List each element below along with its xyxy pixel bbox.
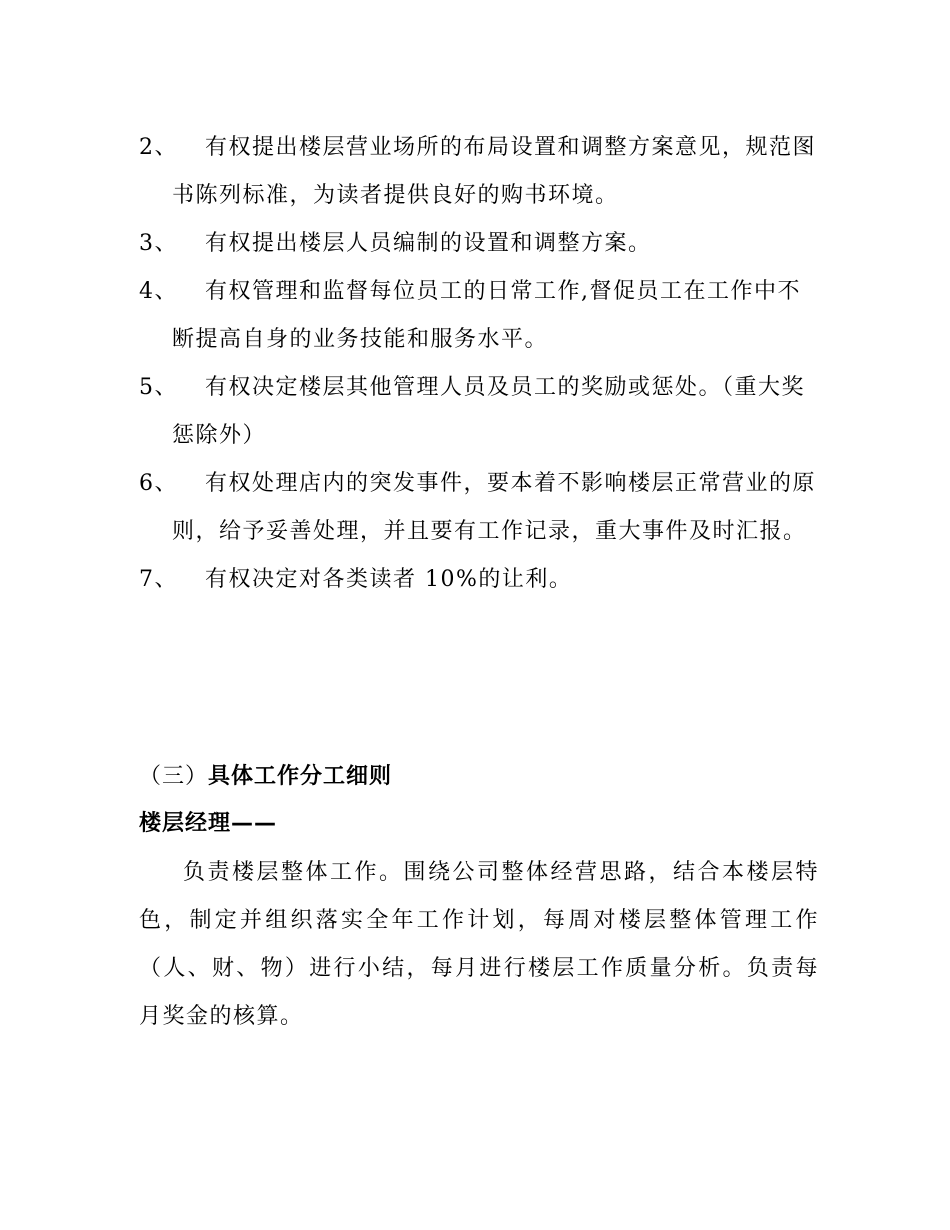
list-item	[139, 556, 819, 604]
list-item-text: 有权处理店内的突发事件，要本着不影响楼层正常营业的原则，给予妥善处理，并且要有工作记录，重大事件及时汇报。	[172, 471, 817, 544]
section-prefix: （三）	[139, 764, 209, 789]
list-item-text: 有权提出楼层营业场所的布局设置和调整方案意见，规范图书陈列标准，为读者提供良好的购书环境。	[172, 135, 817, 208]
list-item-number: 4、	[139, 279, 178, 304]
authority-list	[139, 124, 819, 604]
list-item-number: 3、	[139, 231, 178, 256]
list-item	[139, 124, 819, 220]
list-item	[139, 268, 819, 364]
role-heading: 楼层经理——	[139, 811, 278, 836]
list-item-number: 7、	[139, 567, 178, 592]
list-item	[139, 364, 819, 460]
list-item-number: 6、	[139, 471, 178, 496]
list-item	[139, 460, 819, 556]
role-description: 负责楼层整体工作。围绕公司整体经营思路，结合本楼层特色，制定并组织落实全年工作计划，每周对楼层整体管理工作（人、财、物）进行小结，每月进行楼层工作质量分析。负责每月奖金的核算。	[139, 860, 819, 1029]
list-item	[139, 220, 819, 268]
list-item-number: 5、	[139, 375, 178, 400]
list-item-text: 有权决定对各类读者 10%的让利。	[205, 567, 573, 592]
list-item-text: 有权提出楼层人员编制的设置和调整方案。	[205, 231, 652, 256]
section-heading	[139, 753, 392, 800]
section-title: 具体工作分工细则	[208, 763, 393, 789]
list-item-number: 2、	[139, 135, 178, 160]
list-item-text: 有权决定楼层其他管理人员及员工的奖励或惩处。（重大奖惩除外）	[172, 375, 806, 448]
list-item-text: 有权管理和监督每位员工的日常工作,督促员工在工作中不断提高自身的业务技能和服务水平。	[172, 279, 801, 352]
